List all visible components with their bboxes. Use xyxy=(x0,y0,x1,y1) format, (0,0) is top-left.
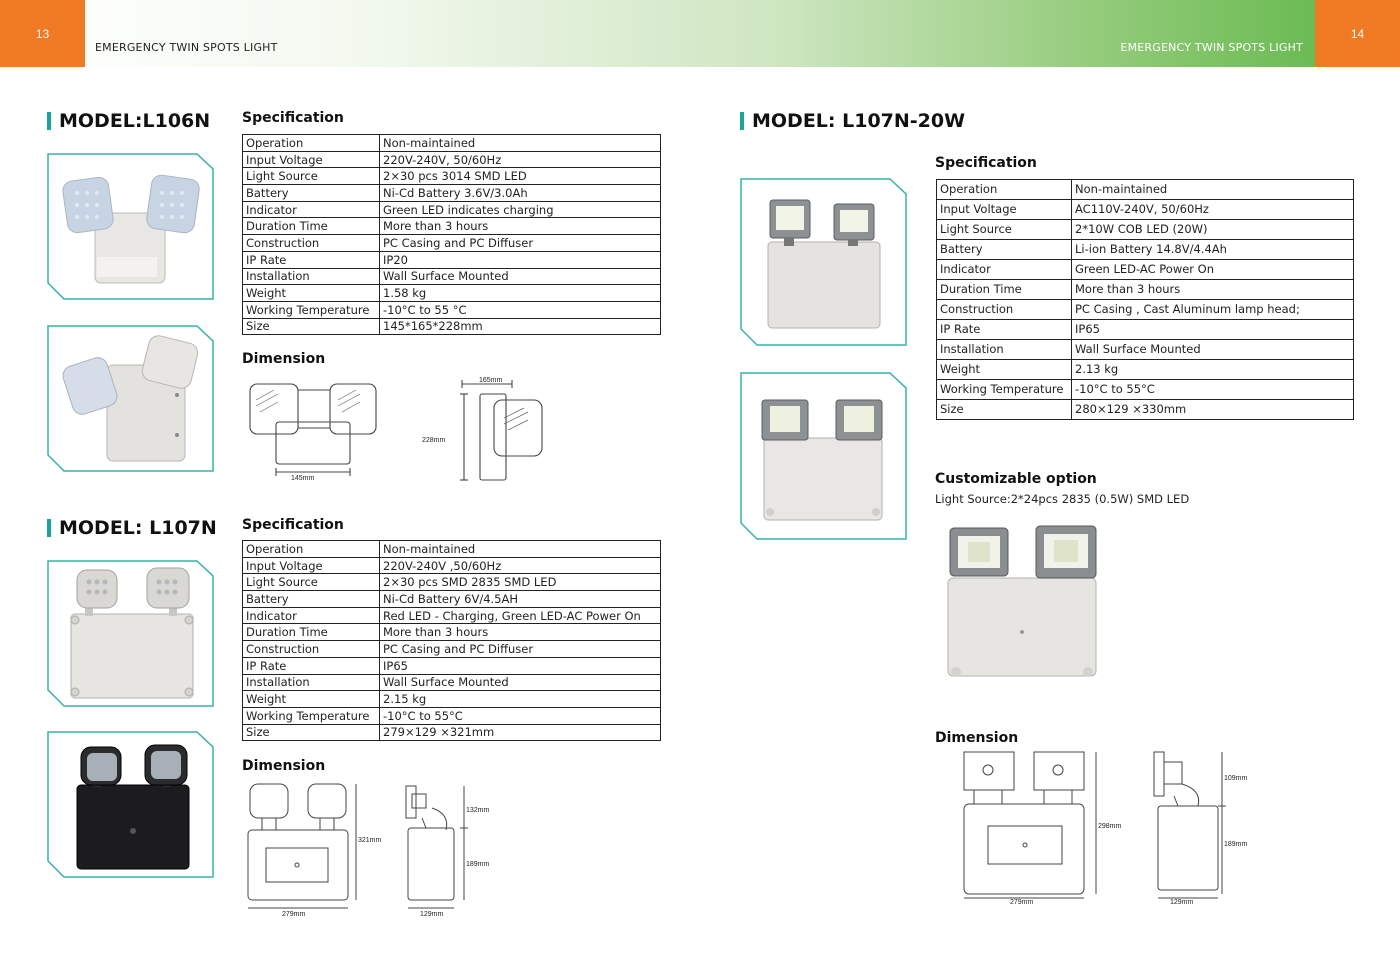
spec-value: Green LED-AC Power On xyxy=(1072,260,1354,280)
spec-value: -10°C to 55°C xyxy=(380,707,661,724)
dim-label: 132mm xyxy=(466,807,490,814)
l106n-photo-front xyxy=(47,153,214,300)
spec-row xyxy=(243,285,661,302)
spec-label: Construction xyxy=(243,641,380,658)
l106n-spec-heading: Specification xyxy=(242,110,344,126)
spec-row xyxy=(243,607,661,624)
spec-value: 2.15 kg xyxy=(380,691,661,708)
spec-value: IP65 xyxy=(1072,320,1354,340)
l107n-dimension-heading: Dimension xyxy=(242,758,326,774)
l106n-dimension-drawing xyxy=(242,372,552,484)
spec-row xyxy=(243,135,661,152)
spec-value: 2×30 pcs SMD 2835 SMD LED xyxy=(380,574,661,591)
spec-row xyxy=(937,300,1354,320)
spec-value: Ni-Cd Battery 6V/4.5AH xyxy=(380,591,661,608)
spec-label: Operation xyxy=(937,180,1072,200)
right-header-title: EMERGENCY TWIN SPOTS LIGHT xyxy=(1120,41,1303,54)
l106n-spec-table xyxy=(242,134,661,335)
spec-row xyxy=(243,657,661,674)
left-page-number: 13 xyxy=(0,0,85,67)
spec-row xyxy=(243,185,661,202)
spec-row xyxy=(243,591,661,608)
l107n-20w-spec-heading: Specification xyxy=(935,155,1037,171)
spec-value: 279×129 ×321mm xyxy=(380,724,661,741)
spec-value: Green LED indicates charging xyxy=(380,201,661,218)
l107n-spec-heading: Specification xyxy=(242,517,344,533)
spec-label: IP Rate xyxy=(243,251,380,268)
spec-value: IP65 xyxy=(380,657,661,674)
spec-row xyxy=(937,260,1354,280)
spec-label: Working Temperature xyxy=(243,301,380,318)
spec-label: Construction xyxy=(937,300,1072,320)
spec-value: More than 3 hours xyxy=(380,218,661,235)
dim-label: 189mm xyxy=(1224,841,1248,848)
spec-row xyxy=(937,400,1354,420)
spec-label: Light Source xyxy=(243,574,380,591)
spec-label: Input Voltage xyxy=(243,557,380,574)
spec-label: Installation xyxy=(243,674,380,691)
spec-value: PC Casing , Cast Aluminum lamp head; xyxy=(1072,300,1354,320)
spec-value: 2×30 pcs 3014 SMD LED xyxy=(380,168,661,185)
spec-value: 2.13 kg xyxy=(1072,360,1354,380)
spec-value: Wall Surface Mounted xyxy=(1072,340,1354,360)
spec-label: IP Rate xyxy=(937,320,1072,340)
l107n-20w-dimension-heading: Dimension xyxy=(935,730,1019,746)
spec-row xyxy=(243,557,661,574)
spec-value: More than 3 hours xyxy=(380,624,661,641)
l107n-20w-photo-front xyxy=(740,372,907,540)
spec-label: IP Rate xyxy=(243,657,380,674)
spec-value: Red LED - Charging, Green LED-AC Power On xyxy=(380,607,661,624)
spec-row xyxy=(243,691,661,708)
spec-row xyxy=(243,151,661,168)
spec-row xyxy=(243,624,661,641)
spec-row xyxy=(243,641,661,658)
l107n-spec-table xyxy=(242,540,661,741)
spec-value: 2*10W COB LED (20W) xyxy=(1072,220,1354,240)
spec-label: Weight xyxy=(243,285,380,302)
spec-value: Non-maintained xyxy=(380,135,661,152)
spec-label: Light Source xyxy=(243,168,380,185)
spec-row xyxy=(937,240,1354,260)
spec-value: 220V-240V ,50/60Hz xyxy=(380,557,661,574)
l107n-photo-black xyxy=(47,731,214,878)
l107n-20w-photo-side xyxy=(740,178,907,346)
dim-label: 321mm xyxy=(358,837,382,844)
spec-label: Indicator xyxy=(937,260,1072,280)
l106n-dimension-heading: Dimension xyxy=(242,351,326,367)
dim-label: 129mm xyxy=(420,911,444,918)
l106n-photo-side xyxy=(47,325,214,472)
spec-label: Duration Time xyxy=(243,624,380,641)
spec-label: Battery xyxy=(243,591,380,608)
spec-value: Non-maintained xyxy=(380,541,661,558)
spec-row xyxy=(937,220,1354,240)
spec-row xyxy=(243,235,661,252)
right-page-number: 14 xyxy=(1315,0,1400,67)
spec-label: Input Voltage xyxy=(937,200,1072,220)
spec-label: Operation xyxy=(243,541,380,558)
spec-label: Working Temperature xyxy=(243,707,380,724)
spec-value: AC110V-240V, 50/60Hz xyxy=(1072,200,1354,220)
spec-row xyxy=(243,724,661,741)
spec-value: -10°C to 55°C xyxy=(1072,380,1354,400)
spec-label: Installation xyxy=(243,268,380,285)
spec-value: More than 3 hours xyxy=(1072,280,1354,300)
spec-label: Working Temperature xyxy=(937,380,1072,400)
spec-row xyxy=(243,318,661,335)
spec-row xyxy=(937,340,1354,360)
l107n-20w-dimension-drawing xyxy=(950,748,1260,910)
spec-value: 280×129 ×330mm xyxy=(1072,400,1354,420)
spec-row xyxy=(243,707,661,724)
spec-label: Size xyxy=(937,400,1072,420)
custom-option-heading: Customizable option xyxy=(935,471,1097,487)
spec-row xyxy=(937,280,1354,300)
model-l107n-20w-title: MODEL: L107N-20W xyxy=(740,110,965,132)
spec-row xyxy=(937,320,1354,340)
l107n-photo-white xyxy=(47,560,214,707)
dim-label: 109mm xyxy=(1224,775,1248,782)
spec-label: Size xyxy=(243,724,380,741)
spec-row xyxy=(937,180,1354,200)
spec-row xyxy=(243,301,661,318)
spec-row xyxy=(243,674,661,691)
spec-row xyxy=(243,201,661,218)
spec-value: 220V-240V, 50/60Hz xyxy=(380,151,661,168)
spec-value: 1.58 kg xyxy=(380,285,661,302)
spec-value: Wall Surface Mounted xyxy=(380,674,661,691)
spec-label: Duration Time xyxy=(937,280,1072,300)
spec-row xyxy=(243,574,661,591)
spec-value: IP20 xyxy=(380,251,661,268)
left-header-title: EMERGENCY TWIN SPOTS LIGHT xyxy=(95,41,278,54)
spec-value: 145*165*228mm xyxy=(380,318,661,335)
page-header xyxy=(0,0,1400,67)
spec-row xyxy=(243,251,661,268)
spec-value: Wall Surface Mounted xyxy=(380,268,661,285)
spec-label: Size xyxy=(243,318,380,335)
spec-label: Light Source xyxy=(937,220,1072,240)
model-l107n-title: MODEL: L107N xyxy=(47,517,217,539)
l107n-20w-spec-table xyxy=(936,179,1354,420)
model-l106n-title: MODEL:L106N xyxy=(47,110,210,132)
spec-label: Operation xyxy=(243,135,380,152)
spec-row xyxy=(243,268,661,285)
spec-label: Construction xyxy=(243,235,380,252)
spec-label: Installation xyxy=(937,340,1072,360)
dim-label: 145mm xyxy=(291,475,315,482)
l107n-20w-custom-photo xyxy=(944,522,1104,684)
spec-label: Duration Time xyxy=(243,218,380,235)
dim-label: 165mm xyxy=(479,377,503,384)
spec-row xyxy=(243,218,661,235)
spec-row xyxy=(243,541,661,558)
custom-option-text: Light Source:2*24pcs 2835 (0.5W) SMD LED xyxy=(935,492,1190,506)
dim-label: 129mm xyxy=(1170,899,1194,906)
spec-row xyxy=(937,380,1354,400)
spec-row xyxy=(937,360,1354,380)
spec-row xyxy=(937,200,1354,220)
spec-value: Ni-Cd Battery 3.6V/3.0Ah xyxy=(380,185,661,202)
spec-label: Indicator xyxy=(243,607,380,624)
spec-value: Non-maintained xyxy=(1072,180,1354,200)
spec-value: PC Casing and PC Diffuser xyxy=(380,235,661,252)
l107n-dimension-drawing xyxy=(242,780,502,920)
dim-label: 189mm xyxy=(466,861,490,868)
spec-label: Battery xyxy=(937,240,1072,260)
dim-label: 298mm xyxy=(1098,823,1122,830)
spec-label: Battery xyxy=(243,185,380,202)
spec-value: Li-ion Battery 14.8V/4.4Ah xyxy=(1072,240,1354,260)
spec-label: Input Voltage xyxy=(243,151,380,168)
spec-label: Indicator xyxy=(243,201,380,218)
spec-label: Weight xyxy=(937,360,1072,380)
spec-value: PC Casing and PC Diffuser xyxy=(380,641,661,658)
dim-label: 279mm xyxy=(1010,899,1034,906)
spec-value: -10°C to 55 °C xyxy=(380,301,661,318)
spec-label: Weight xyxy=(243,691,380,708)
dim-label: 228mm xyxy=(422,437,446,444)
dim-label: 279mm xyxy=(282,911,306,918)
spec-row xyxy=(243,168,661,185)
